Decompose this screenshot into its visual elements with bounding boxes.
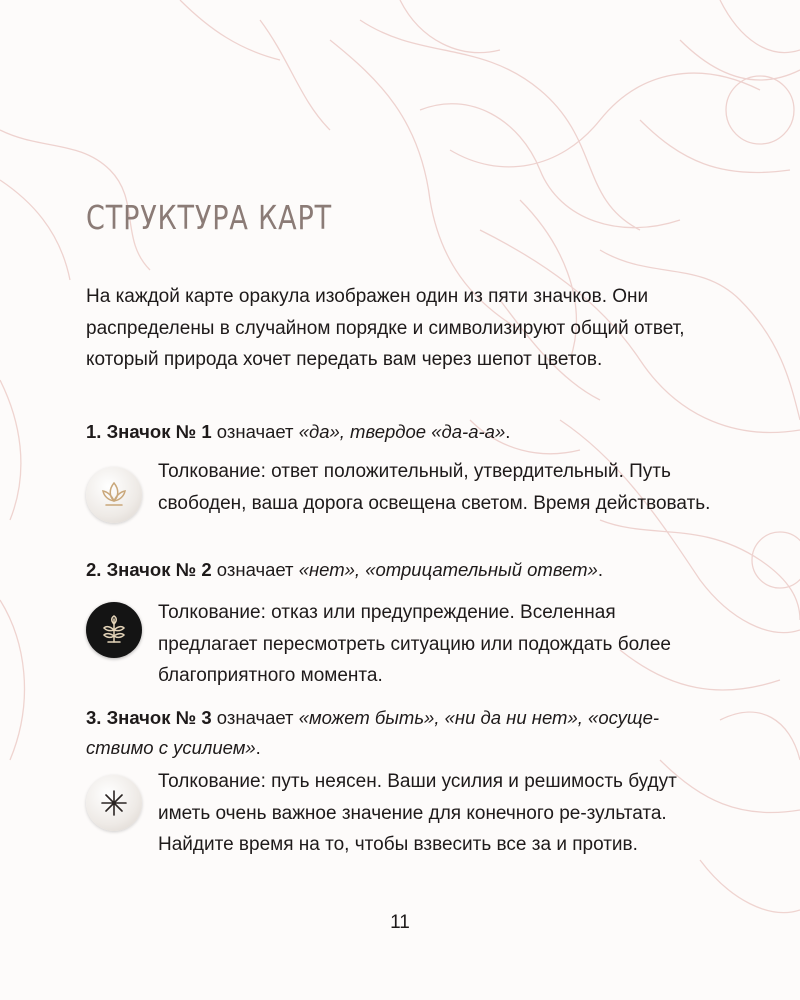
page-number: 11 (390, 912, 410, 933)
item-interpretation-2: Толкование: отказ или предупреждение. Вселенная предлагает пересмотреть ситуацию или подождать более благоприятного момента. (158, 602, 671, 686)
item-interpretation-3: Толкование: путь неясен. Ваши усилия и решимость будут иметь очень важное значение для конечного ре-зультата. Найдите время на то, чтобы взвесить все за и против. (158, 771, 677, 855)
item-meaning: «может быть», «ни да ни нет», «осуще-ствимо с усилием» (86, 707, 660, 758)
item-end: . (505, 421, 511, 442)
item-end: . (597, 559, 603, 580)
lotus-icon (86, 467, 142, 523)
item-label: 3. Значок № 3 (86, 707, 212, 728)
item-end: . (255, 737, 261, 758)
item-heading-3 (86, 703, 726, 763)
page-title: СТРУКТУРА КАРТ (86, 198, 332, 237)
item-meaning: «да», твердое «да-а-а» (298, 421, 506, 442)
item-heading-1 (86, 417, 726, 447)
star-burst-icon (86, 775, 142, 831)
item-label: 2. Значок № 2 (86, 559, 212, 580)
item-connector: означает (211, 559, 299, 580)
intro-paragraph: На каждой карте оракула изображен один из пяти значков. Они распределены в случайном порядке и символизируют общий ответ, который природа хочет передать вам через шепот цветов. (86, 286, 685, 370)
leaf-branch-icon (86, 602, 142, 658)
item-meaning: «нет», «отрицательный ответ» (298, 559, 598, 580)
item-label: 1. Значок № 1 (86, 421, 212, 442)
item-heading-2 (86, 555, 726, 585)
item-interpretation-1: Толкование: ответ положительный, утвердительный. Путь свободен, ваша дорога освещена светом. Время действовать. (158, 461, 711, 514)
item-connector: означает (211, 707, 299, 728)
item-connector: означает (211, 421, 299, 442)
